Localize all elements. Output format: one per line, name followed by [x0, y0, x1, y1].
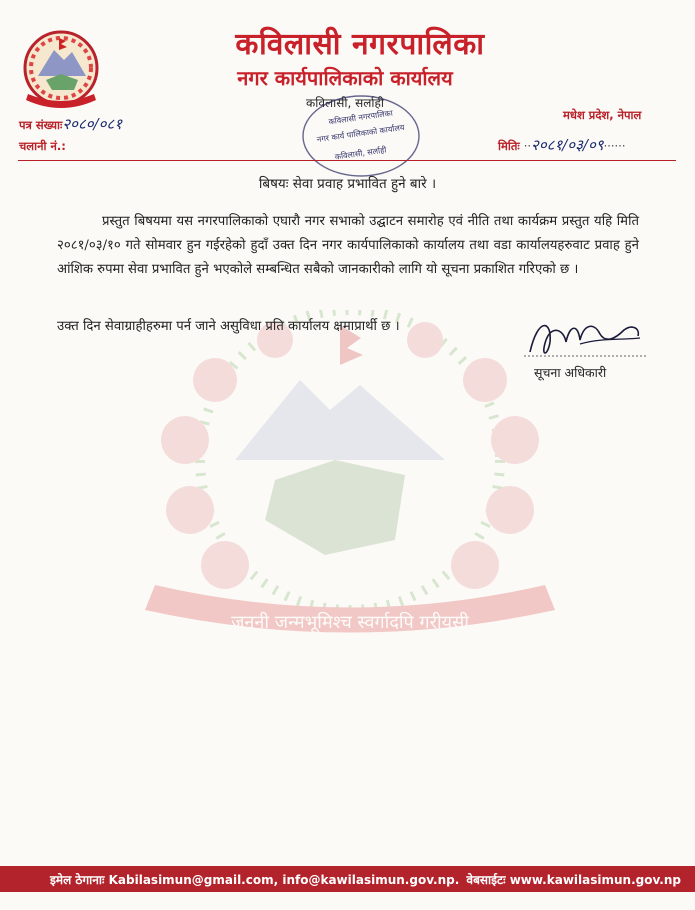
- letter-number-label: पत्र संख्याः: [19, 118, 63, 132]
- footer-website-label: वेबसाईटः: [466, 872, 506, 887]
- header-divider: [18, 160, 676, 161]
- stamp-line-1: कविलासी नगरपालिका: [327, 108, 394, 127]
- date-label: मितिः: [498, 139, 520, 153]
- office-stamp: [296, 90, 426, 182]
- nepal-emblem-logo: [16, 28, 106, 110]
- date: मितिः ··२०८१/०३/०९······: [498, 136, 626, 154]
- office-place: कविलासी, सर्लाही: [306, 96, 384, 110]
- stamp-line-2: नगर कार्य पालिकाको कार्यालय: [316, 122, 405, 145]
- emblem-motto: जननी जन्मभूमिश्च स्वर्गादपि गरीयसी: [231, 612, 469, 633]
- footer-website: [466, 871, 681, 888]
- org-name: कविलासी नगरपालिका: [235, 27, 485, 62]
- office-name: नगर कार्यपालिकाको कार्यालय: [237, 66, 453, 90]
- stamp-line-3: कविलासी, सर्लाही: [334, 145, 388, 162]
- date-value: २०८१/०३/०९: [531, 136, 604, 154]
- dispatch-number-label: चलानी नं.:: [19, 139, 66, 153]
- letter-number-value: २०८०/०८१: [62, 115, 123, 133]
- letter-number: [19, 114, 122, 134]
- letter-paragraph-2: उक्त दिन सेवाग्राहीहरुमा पर्न जाने असुविधा प्रति कार्यालय क्षमाप्रार्थी छ ।: [57, 319, 400, 334]
- footer-email-label: इमेल ठेगानाः: [50, 872, 105, 887]
- handwritten-signature: [520, 312, 650, 367]
- footer-email-value[interactable]: Kabilasimun@gmail.com, info@kawilasimun.gov.np.: [108, 872, 460, 887]
- footer-email: [50, 871, 459, 888]
- footer-bar: [0, 866, 695, 892]
- footer-website-value[interactable]: www.kawilasimun.gov.np: [509, 872, 681, 887]
- nepal-emblem-watermark: [125, 310, 575, 660]
- letter-subject: बिषयः सेवा प्रवाह प्रभावित हुने बारे ।: [258, 176, 437, 192]
- province-label: मधेश प्रदेश, नेपाल: [563, 108, 642, 122]
- letter-paragraph-1: प्रस्तुत बिषयमा यस नगरपालिकाको एघारौ नगर सभाको उद्घाटन समारोह एवं नीति तथा कार्यक्रम प्रस्तुत यहि मिति २०८१/०३/१० गते सोमवार हुन गईरहेको हुदाँ उक्त दिन नगर कार्यपालिकाको कार्यालय तथा वडा कार्यालयहरुवाट प्रवाह हुने आंशिक रुपमा सेवा प्रभावित हुने भएकोले सम्बन्धित सबैको जानकारीको लागि यो सूचना प्रकाशित गरिएको छ ।: [57, 214, 639, 277]
- signatory-title: सूचना अधिकारी: [534, 365, 607, 380]
